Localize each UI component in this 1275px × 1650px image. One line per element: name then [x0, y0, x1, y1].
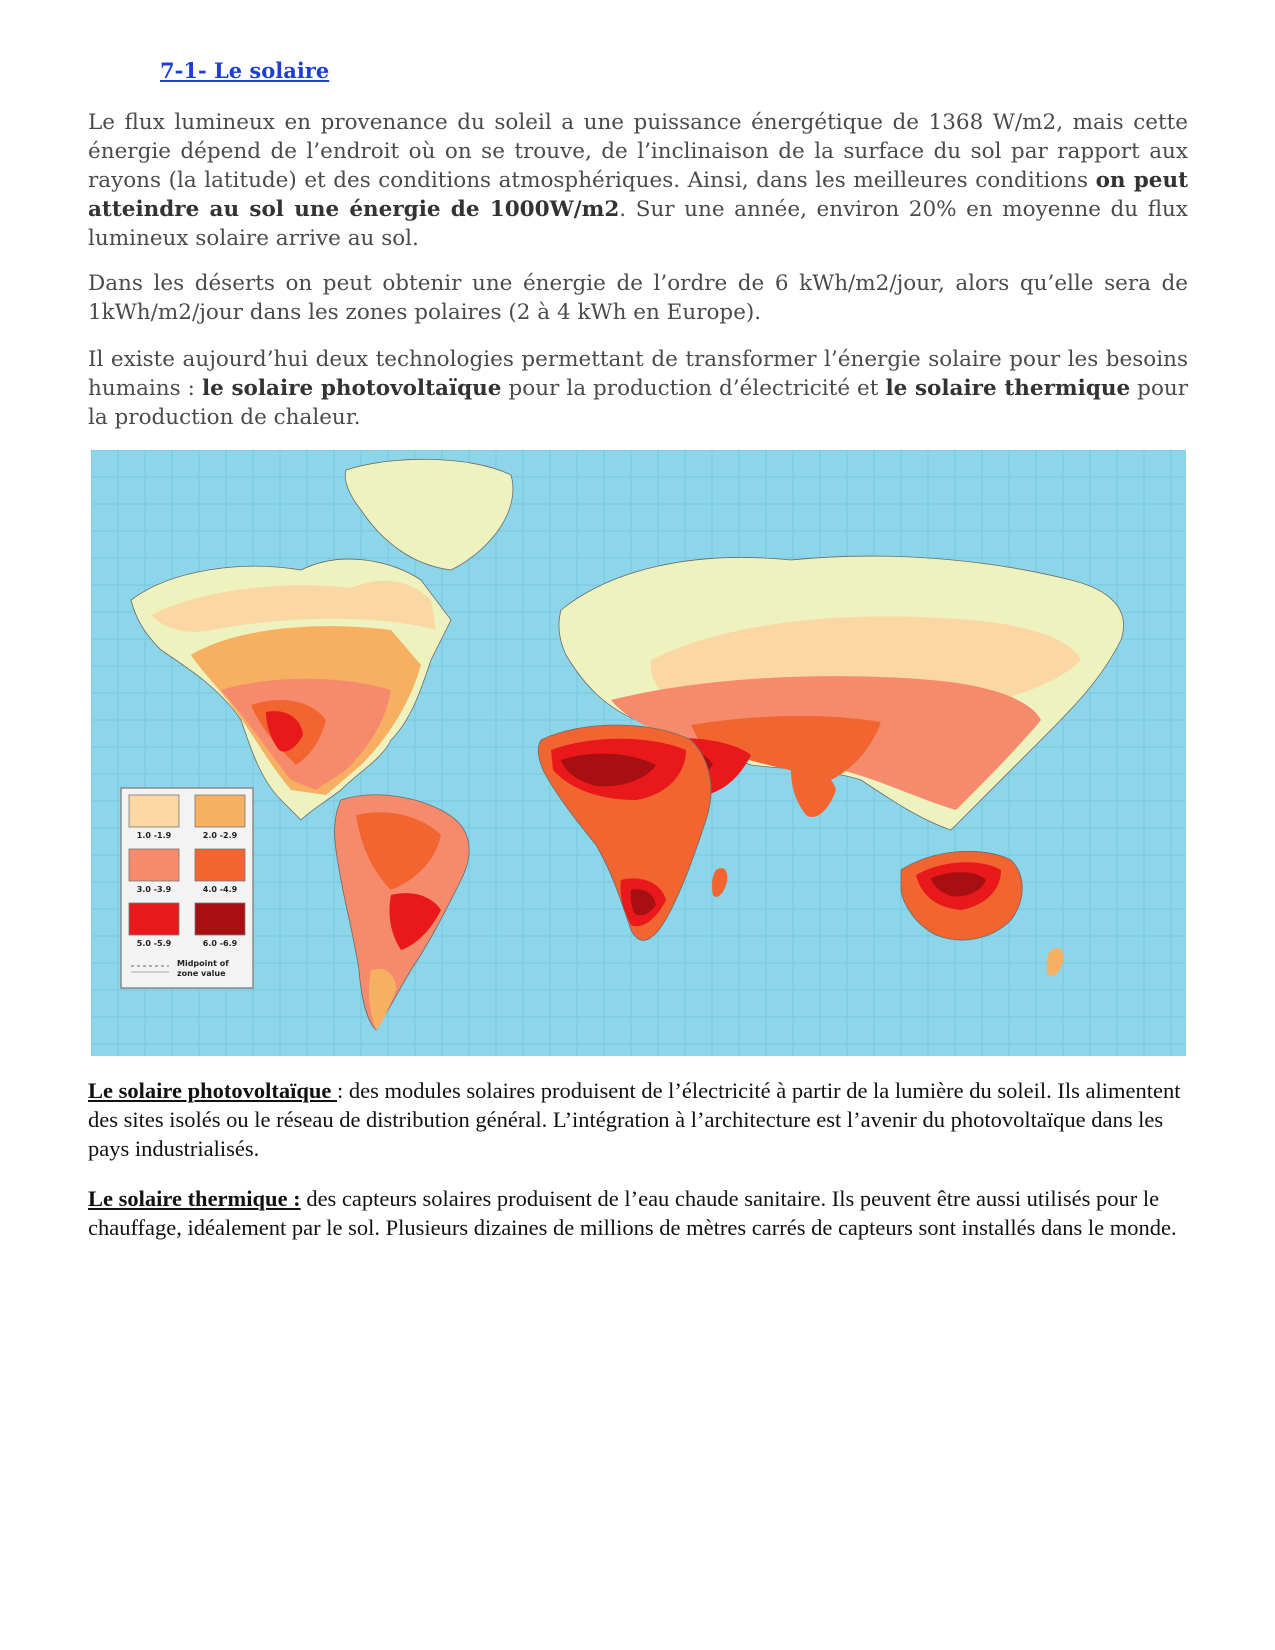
legend-swatch	[129, 849, 179, 881]
legend-swatch	[195, 795, 245, 827]
intro-text: pour la production d’électricité et	[501, 376, 886, 401]
legend-swatch	[195, 849, 245, 881]
section-heading[interactable]: 7-1- Le solaire	[160, 58, 330, 83]
solar-irradiance-world-map	[91, 450, 1186, 1056]
legend-label: 2.0 -2.9	[202, 831, 238, 840]
map-legend	[121, 788, 253, 988]
thermal-paragraph	[88, 1184, 1188, 1242]
pv-bold: le solaire photovoltaïque	[201, 376, 502, 401]
legend-label: 1.0 -1.9	[136, 831, 172, 840]
pv-paragraph	[88, 1076, 1188, 1163]
intro-bold: on peut atteindre au sol une énergie de 1000W/m2	[88, 168, 1189, 222]
thermal-text: des capteurs solaires produisent de l’eau chaude sanitaire. Ils peuvent être aussi utilisés pour le chauffage, idéalement par le sol. Plusieurs dizaines de millions de mètres carrés de capteurs sont installés dans le monde.	[88, 1186, 1177, 1240]
intro-text: . Sur une année, environ 20% en moyenne du flux lumineux solaire arrive au sol.	[88, 197, 1189, 251]
intro-text: Il existe aujourd’hui deux technologies permettant de transformer l’énergie solaire pour les besoins humains :	[88, 347, 1188, 401]
legend-label: 5.0 -5.9	[136, 939, 172, 948]
intro-paragraph-2: Dans les déserts on peut obtenir une énergie de l’ordre de 6 kWh/m2/jour, alors qu’elle sera de 1kWh/m2/jour dans les zones polaires (2 à 4 kWh en Europe).	[88, 271, 1188, 325]
legend-label: 6.0 -6.9	[202, 939, 238, 948]
legend-midpoint-2: zone value	[177, 969, 226, 978]
intro-text: Le flux lumineux en provenance du soleil a une puissance énergétique de 1368 W/m2, mais cette énergie dépend de l’endroit où on se trouve, de l’inclinaison de la surface du sol par rapport aux rayons (la latitude) et des conditions atmosphériques. Ainsi, dans les meilleures conditions	[88, 110, 1188, 193]
thermal-term: Le solaire thermique :	[88, 1186, 301, 1211]
intro-paragraph-1	[88, 108, 1188, 253]
legend-swatch	[129, 903, 179, 935]
map-svg	[91, 450, 1186, 1056]
legend-label: 4.0 -4.9	[202, 885, 238, 894]
pv-text: : des modules solaires produisent de l’électricité à partir de la lumière du soleil. Ils alimentent des sites isolés ou le réseau de distribution général. L’intégration à l’architecture est l’avenir du photovoltaïque dans les pays industrialisés.	[88, 1078, 1181, 1161]
legend-label: 3.0 -3.9	[136, 885, 172, 894]
thermal-bold: le solaire thermique	[885, 376, 1131, 401]
intro-text: pour la production de chaleur.	[88, 376, 1189, 430]
intro-paragraph-3	[88, 345, 1188, 432]
legend-swatch	[129, 795, 179, 827]
legend-swatch	[195, 903, 245, 935]
legend-midpoint-1: Midpoint of	[177, 959, 229, 968]
pv-term: Le solaire photovoltaïque	[88, 1078, 337, 1103]
